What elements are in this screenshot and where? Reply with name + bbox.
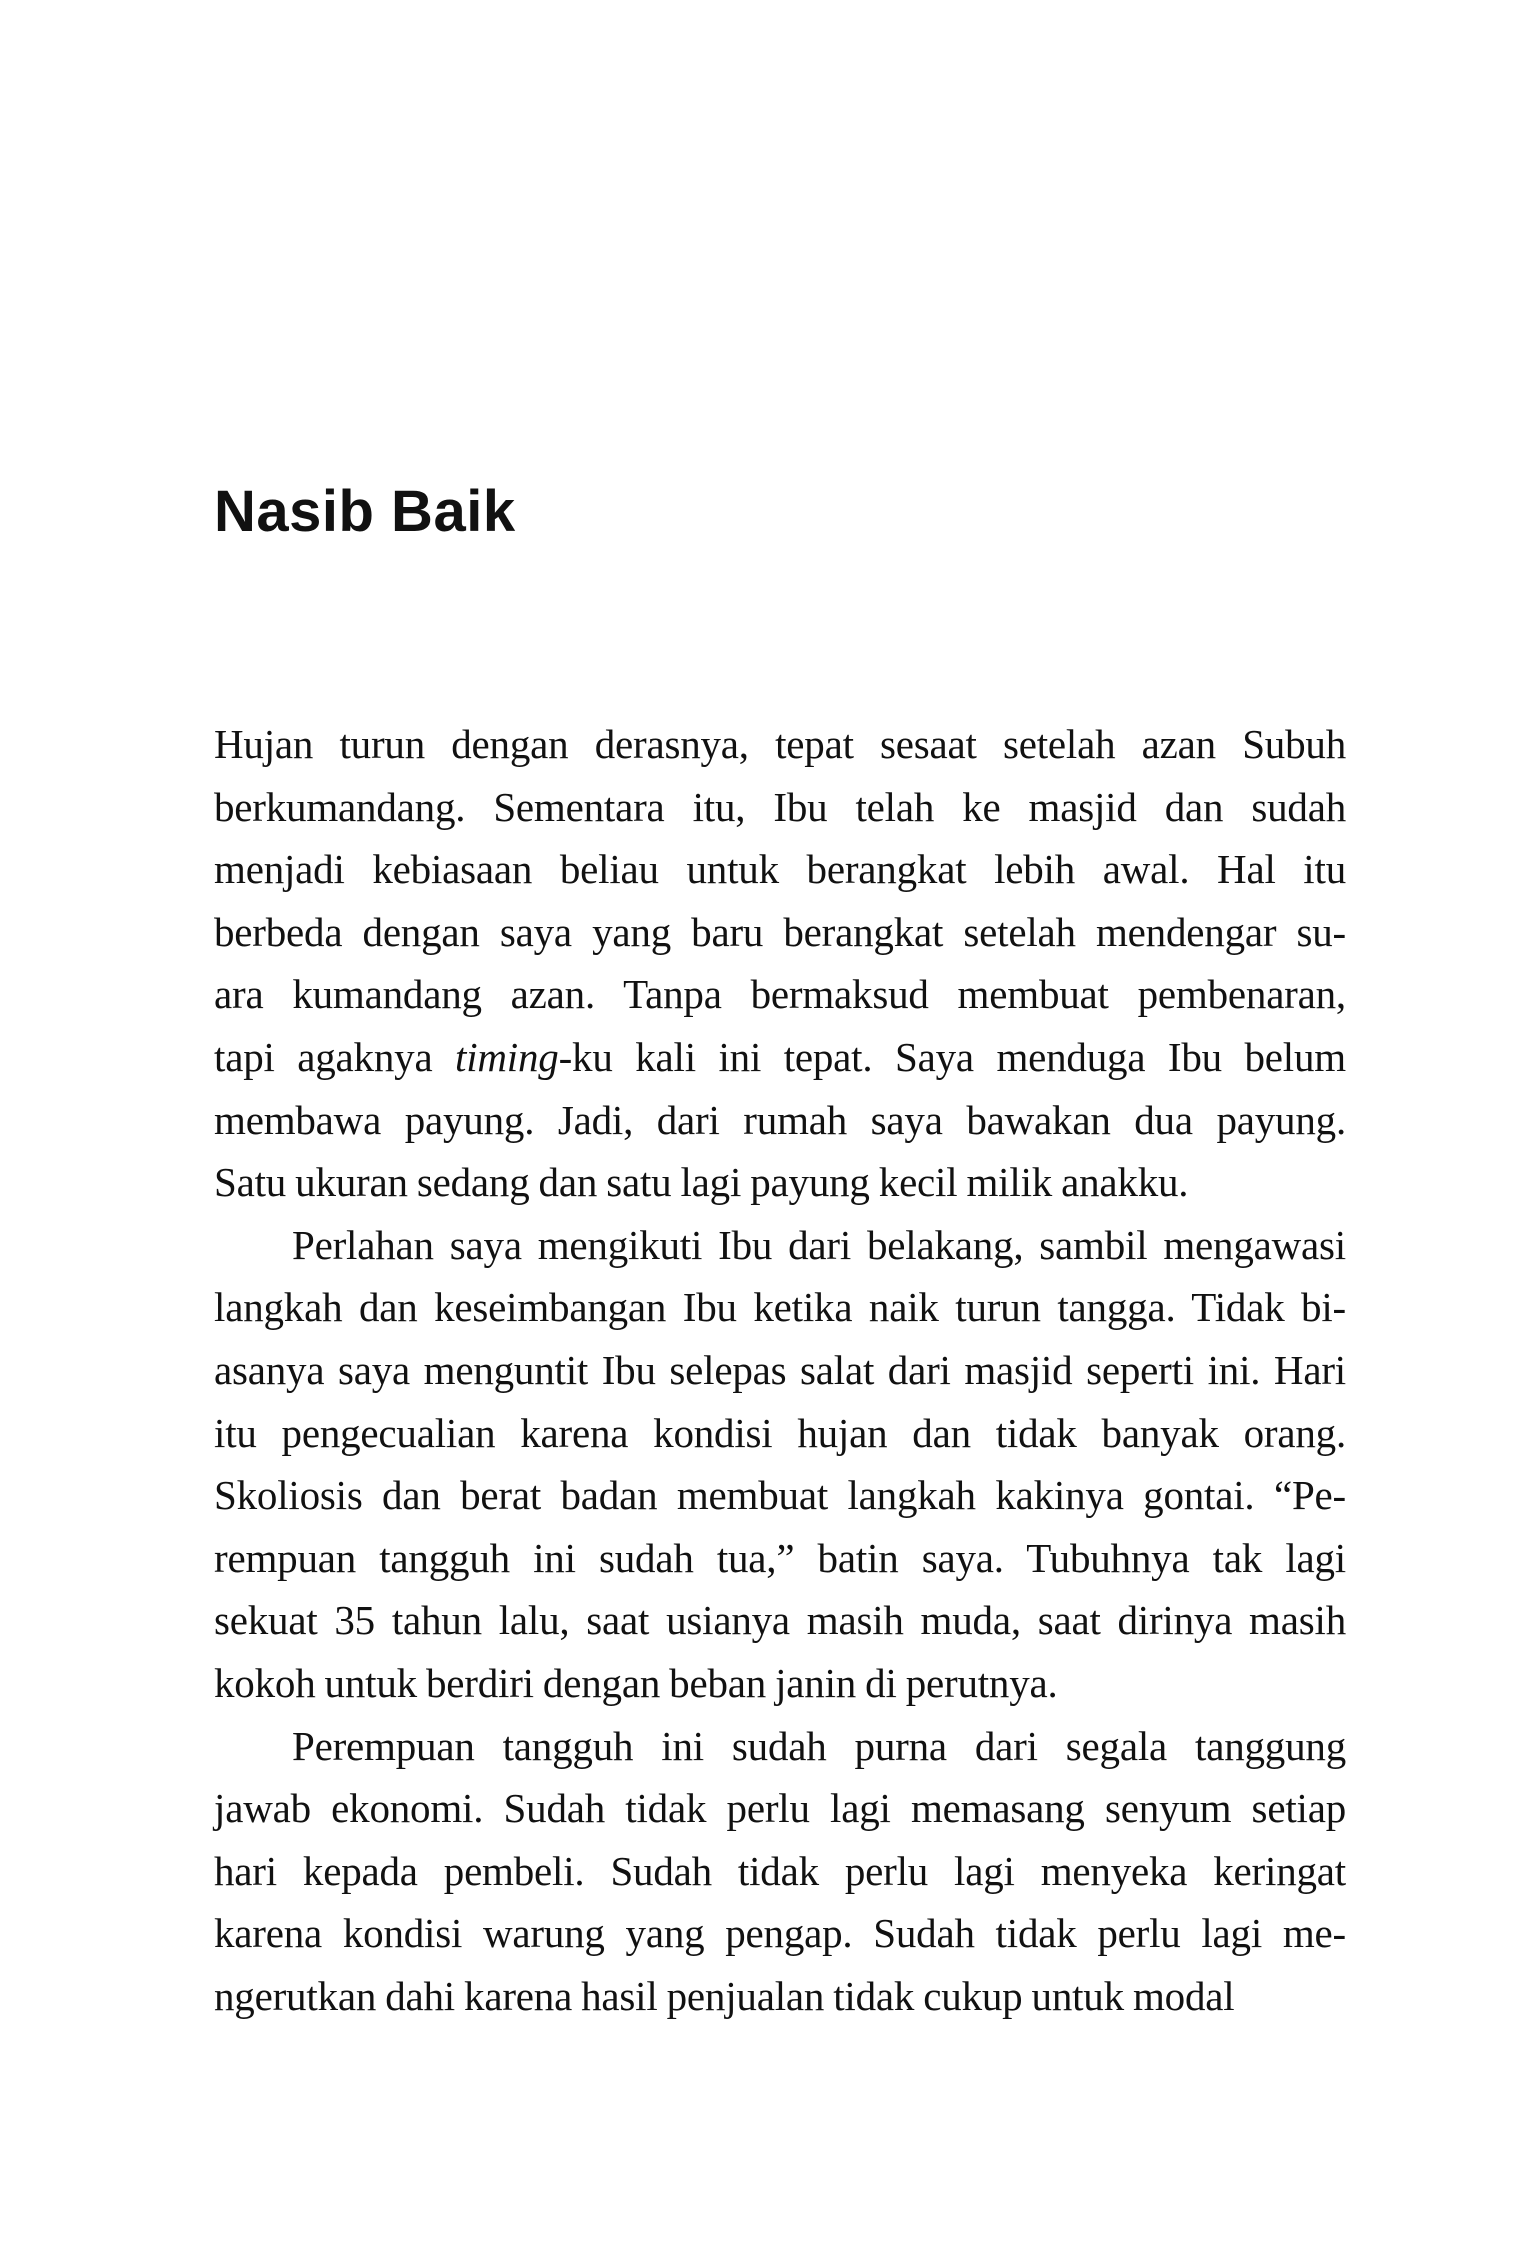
text-segment: asanya saya menguntit Ibu selepas salat dari masjid seperti ini. Hari xyxy=(214,1346,1346,1393)
text-segment: berbeda dengan saya yang baru berangkat setelah mendengar su- xyxy=(214,908,1346,955)
text-segment: menjadi kebiasaan beliau untuk berangkat lebih awal. Hal itu xyxy=(214,846,1346,893)
text-line xyxy=(214,1026,1346,1089)
text-segment: jawab ekonomi. Sudah tidak perlu lagi memasang senyum setiap xyxy=(214,1785,1346,1832)
text-line xyxy=(214,963,1346,1026)
text-line xyxy=(214,1589,1346,1652)
text-line xyxy=(214,1715,1346,1778)
text-line xyxy=(214,1965,1346,2028)
text-line xyxy=(214,1214,1346,1277)
text-segment: karena kondisi warung yang pengap. Sudah tidak perlu lagi me- xyxy=(214,1910,1346,1957)
text-segment: hari kepada pembeli. Sudah tidak perlu lagi menyeka keringat xyxy=(214,1847,1346,1894)
text-line xyxy=(214,1402,1346,1465)
text-line xyxy=(214,1652,1346,1715)
text-segment: sekuat 35 tahun lalu, saat usianya masih muda, saat dirinya masih xyxy=(214,1597,1346,1644)
text-line xyxy=(214,1902,1346,1965)
text-segment: Perempuan tangguh ini sudah purna dari segala tanggung xyxy=(292,1722,1346,1769)
text-line xyxy=(214,838,1346,901)
text-segment: Perlahan saya mengikuti Ibu dari belakang, sambil mengawasi xyxy=(292,1221,1346,1268)
text-line xyxy=(214,713,1346,776)
paragraph xyxy=(214,1715,1346,2028)
text-segment: ara kumandang azan. Tanpa bermaksud membuat pembenaran, xyxy=(214,971,1346,1018)
text-line xyxy=(214,1527,1346,1590)
italic-text: timing xyxy=(455,1033,559,1080)
text-segment: tapi agaknya xyxy=(214,1033,455,1080)
text-segment: -ku kali ini tepat. Saya menduga Ibu belum xyxy=(558,1033,1346,1080)
text-segment: itu pengecualian karena kondisi hujan dan tidak banyak orang. xyxy=(214,1409,1346,1456)
text-segment: kokoh untuk berdiri dengan beban janin di perutnya. xyxy=(214,1659,1058,1706)
text-line xyxy=(214,1777,1346,1840)
text-line xyxy=(214,901,1346,964)
text-line xyxy=(214,1089,1346,1152)
text-segment: ngerutkan dahi karena hasil penjualan tidak cukup untuk modal xyxy=(214,1972,1235,2019)
paragraph xyxy=(214,713,1346,1214)
text-segment: Hujan turun dengan derasnya, tepat sesaat setelah azan Subuh xyxy=(214,721,1346,767)
text-line xyxy=(214,1339,1346,1402)
text-line xyxy=(214,1151,1346,1214)
text-line xyxy=(214,1464,1346,1527)
text-segment: Skoliosis dan berat badan membuat langkah kakinya gontai. “Pe- xyxy=(214,1472,1346,1519)
text-segment: Satu ukuran sedang dan satu lagi payung kecil milik anakku. xyxy=(214,1159,1189,1206)
text-segment: rempuan tangguh ini sudah tua,” batin saya. Tubuhnya tak lagi xyxy=(214,1534,1346,1581)
text-segment: membawa payung. Jadi, dari rumah saya bawakan dua payung. xyxy=(214,1096,1346,1143)
text-segment: berkumandang. Sementara itu, Ibu telah ke masjid dan sudah xyxy=(214,783,1346,830)
paragraph xyxy=(214,1214,1346,1715)
text-segment: langkah dan keseimbangan Ibu ketika naik turun tangga. Tidak bi- xyxy=(214,1284,1346,1331)
chapter-title: Nasib Baik xyxy=(214,479,516,544)
text-line xyxy=(214,1276,1346,1339)
text-line xyxy=(214,776,1346,839)
text-line xyxy=(214,1840,1346,1903)
body-text xyxy=(214,713,1346,2027)
